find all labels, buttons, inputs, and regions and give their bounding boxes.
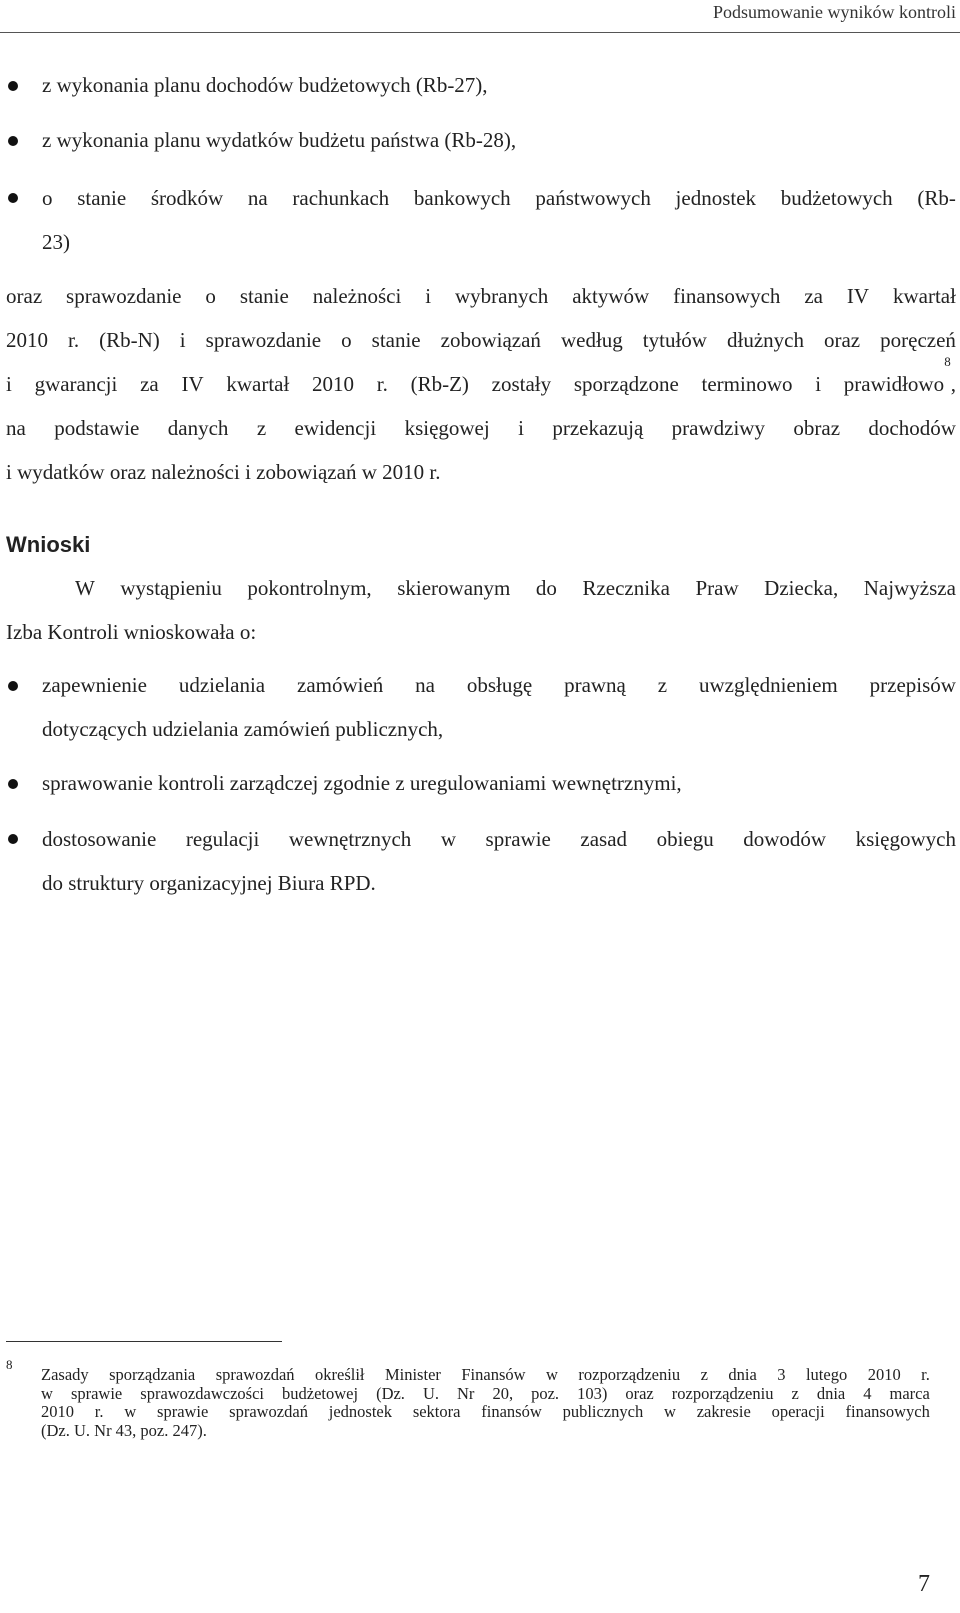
paragraph-line: W wystąpieniu pokontrolnym, skierowanym do Rzecznika Praw Dziecka, Najwyższa <box>75 576 956 600</box>
list-item-line: 23) <box>42 230 70 254</box>
paragraph-line: Izba Kontroli wnioskowała o: <box>6 620 257 644</box>
list-item-line: dotyczących udzielania zamówień publicznych, <box>42 717 444 741</box>
list-item-line: zapewnienie udzielania zamówień na obsługę prawną z uwzględnieniem przepisów <box>42 673 956 697</box>
page-number: 7 <box>918 1571 930 1597</box>
bullet-icon <box>8 81 18 91</box>
bullet-icon <box>8 834 18 844</box>
footnote-reference[interactable]: 8 <box>944 354 951 369</box>
paragraph-line-text: i gwarancji za IV kwartał 2010 r. (Rb-Z) zostały sporządzone terminowo i prawidłowo <box>6 372 945 396</box>
list-item-line: dostosowanie regulacji wewnętrznych w sprawie zasad obiegu dowodów księgowych <box>42 827 956 851</box>
paragraph-line <box>6 354 956 406</box>
list-item: z wykonania planu wydatków budżetu państwa (Rb-28), <box>42 128 517 152</box>
list-item: z wykonania planu dochodów budżetowych (Rb-27), <box>42 73 488 97</box>
page-header <box>0 0 960 33</box>
list-item <box>42 663 956 751</box>
footnote-line: (Dz. U. Nr 43, poz. 247). <box>41 1420 207 1440</box>
footnote-line: w sprawie sprawozdawczości budżetowej (Dz. U. Nr 20, poz. 103) oraz rozporządzeniu z dnia 4 marca <box>41 1383 930 1403</box>
list-item-line: o stanie środków na rachunkach bankowych państwowych jednostek budżetowych (Rb- <box>42 186 956 210</box>
list-item <box>42 761 956 805</box>
bullet-icon <box>8 779 18 789</box>
conclusions-intro <box>6 566 956 654</box>
paragraph-line: na podstawie danych z ewidencji księgowej i przekazują prawdziwy obraz dochodów <box>6 416 956 440</box>
paragraph-line: 2010 r. (Rb-N) i sprawozdanie o stanie zobowiązań według tytułów dłużnych oraz poręczeń <box>6 328 956 352</box>
footnote-line: Zasady sporządzania sprawozdań określił Minister Finansów w rozporządzeniu z dnia 3 lutego 2010 r. <box>41 1365 930 1384</box>
list-item-line: sprawowanie kontroli zarządczej zgodnie z uregulowaniami wewnętrznymi, <box>42 771 682 795</box>
list-item <box>42 817 956 905</box>
bullet-icon <box>8 193 18 203</box>
footnote-text <box>41 1366 930 1440</box>
summary-paragraph <box>6 274 956 494</box>
list-item <box>42 176 956 264</box>
paragraph-line: i wydatków oraz należności i zobowiązań w 2010 r. <box>6 460 441 484</box>
footnote-divider <box>6 1341 282 1342</box>
section-heading: Wnioski <box>6 532 91 557</box>
bullet-icon <box>8 681 18 691</box>
footnote-number: 8 <box>6 1357 13 1372</box>
bullet-icon <box>8 136 18 146</box>
footnote-line: 2010 r. w sprawie sprawozdań jednostek sektora finansów publicznych w zakresie operacji finansowych <box>41 1402 930 1421</box>
paragraph-line-end: , <box>950 372 956 396</box>
paragraph-line: oraz sprawozdanie o stanie należności i wybranych aktywów finansowych za IV kwartał <box>6 284 956 308</box>
list-item-line: do struktury organizacyjnej Biura RPD. <box>42 871 376 895</box>
header-title: Podsumowanie wyników kontroli <box>713 2 956 22</box>
